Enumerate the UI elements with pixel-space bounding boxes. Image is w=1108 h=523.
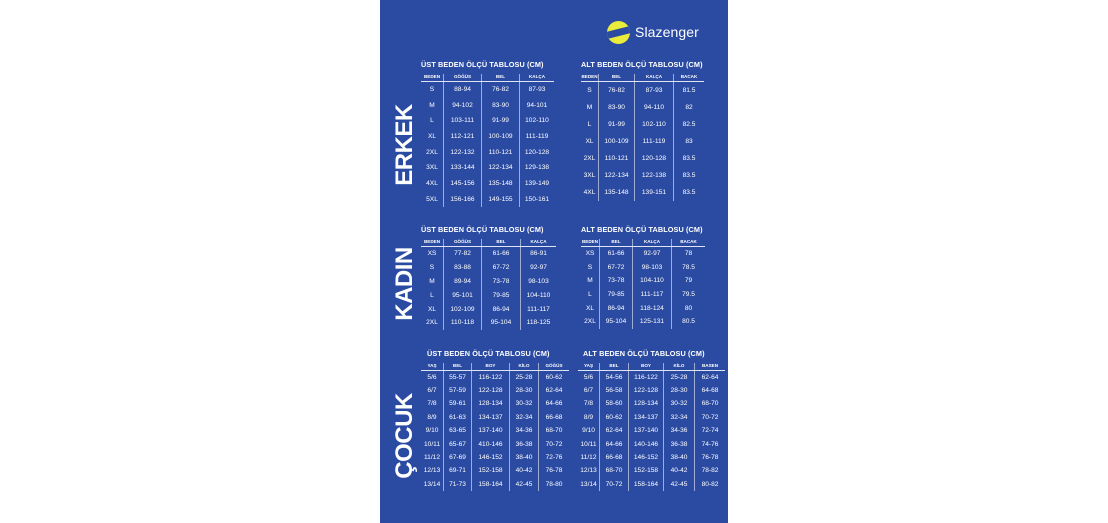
measurement-cell: 86-94 bbox=[600, 301, 633, 315]
measurement-cell: 40-42 bbox=[664, 464, 695, 477]
measurement-cell: 111-119 bbox=[635, 133, 674, 150]
table-row bbox=[581, 260, 705, 274]
measurement-cell: 66-68 bbox=[600, 451, 629, 464]
size-label-cell: 3XL bbox=[426, 164, 438, 172]
column-header: KİLO bbox=[664, 363, 695, 371]
measurement-cell: 88-94 bbox=[444, 82, 482, 98]
cocuk-upper-table-block bbox=[421, 349, 569, 491]
column-header: BEL bbox=[600, 363, 629, 371]
size-label-cell: 8/9 bbox=[427, 413, 437, 421]
measurement-cell: 83.5 bbox=[674, 184, 705, 201]
table-row bbox=[578, 424, 725, 437]
measurement-cell: 152-158 bbox=[472, 464, 510, 477]
table-title: ÜST BEDEN ÖLÇÜ TABLOSU (CM) bbox=[421, 225, 544, 234]
table-row bbox=[421, 82, 554, 98]
measurement-cell: 102-110 bbox=[635, 116, 674, 133]
table-row bbox=[581, 274, 705, 288]
measurement-cell: 70-72 bbox=[695, 411, 726, 424]
measurement-cell: 72-74 bbox=[695, 424, 726, 437]
measurement-cell: 68-70 bbox=[539, 424, 570, 437]
table-row bbox=[421, 411, 569, 424]
column-header: YAŞ bbox=[578, 363, 600, 371]
size-label-cell: 11/12 bbox=[580, 454, 597, 462]
measurement-cell: 68-70 bbox=[600, 464, 629, 477]
size-label-cell: 5XL bbox=[426, 195, 438, 203]
measurement-cell: 81.5 bbox=[674, 82, 705, 99]
table-row bbox=[421, 97, 554, 113]
table-title: ALT BEDEN ÖLÇÜ TABLOSU (CM) bbox=[583, 349, 705, 358]
size-label-cell: 5/6 bbox=[427, 373, 437, 381]
measurement-cell: 134-137 bbox=[629, 411, 664, 424]
measurement-cell: 111-117 bbox=[633, 288, 672, 302]
section-label-kadin: KADIN bbox=[391, 247, 418, 321]
measurement-cell: 122-128 bbox=[629, 384, 664, 397]
table-row bbox=[421, 437, 569, 450]
table-row bbox=[421, 464, 569, 477]
size-label-cell: XL bbox=[427, 305, 437, 313]
measurement-cell: 94-102 bbox=[444, 97, 482, 113]
size-label-cell: XL bbox=[585, 304, 595, 312]
measurement-cell: 104-110 bbox=[521, 288, 557, 302]
measurement-cell: 83.5 bbox=[674, 167, 705, 184]
table-row bbox=[581, 150, 704, 167]
measurement-cell: 38-40 bbox=[664, 451, 695, 464]
measurement-cell: 137-140 bbox=[472, 424, 510, 437]
measurement-cell: 42-45 bbox=[664, 478, 695, 491]
size-label-cell: S bbox=[429, 263, 435, 271]
measurement-cell: 73-78 bbox=[482, 274, 521, 288]
column-header: BEDEN bbox=[581, 239, 600, 247]
table-row bbox=[421, 451, 569, 464]
measurement-cell: 122-128 bbox=[472, 384, 510, 397]
measurement-cell: 30-32 bbox=[510, 397, 539, 410]
table-row bbox=[578, 451, 725, 464]
measurement-cell: 111-119 bbox=[520, 129, 555, 145]
measurement-cell: 95-101 bbox=[444, 288, 482, 302]
size-label-cell: L bbox=[588, 290, 592, 298]
table-row bbox=[578, 478, 725, 491]
measurement-cell: 116-122 bbox=[472, 371, 510, 384]
column-header: BASEN bbox=[695, 363, 726, 371]
measurement-cell: 120-128 bbox=[635, 150, 674, 167]
table-row bbox=[421, 316, 556, 330]
column-header: BEL bbox=[482, 74, 520, 82]
table-row bbox=[421, 247, 556, 261]
measurement-cell: 72-76 bbox=[539, 451, 570, 464]
measurement-cell: 139-151 bbox=[635, 184, 674, 201]
size-label-cell: 2XL bbox=[426, 319, 438, 327]
measurement-cell: 42-45 bbox=[510, 478, 539, 491]
size-table bbox=[578, 363, 725, 491]
measurement-cell: 110-118 bbox=[444, 316, 482, 330]
measurement-cell: 40-42 bbox=[510, 464, 539, 477]
measurement-cell: 149-155 bbox=[482, 191, 520, 207]
measurement-cell: 146-152 bbox=[472, 451, 510, 464]
measurement-cell: 77-82 bbox=[444, 247, 482, 261]
measurement-cell: 79-85 bbox=[482, 288, 521, 302]
size-label-cell: M bbox=[429, 277, 435, 285]
measurement-cell: 67-72 bbox=[482, 260, 521, 274]
measurement-cell: 112-121 bbox=[444, 129, 482, 145]
column-header: KALÇA bbox=[521, 239, 557, 247]
size-label-cell: 8/9 bbox=[583, 413, 594, 421]
measurement-cell: 79-85 bbox=[600, 288, 633, 302]
measurement-cell: 92-97 bbox=[521, 260, 557, 274]
measurement-cell: 63-65 bbox=[444, 424, 472, 437]
size-label-cell: L bbox=[430, 117, 434, 125]
size-label-cell: 6/7 bbox=[427, 387, 437, 395]
measurement-cell: 28-30 bbox=[664, 384, 695, 397]
column-header: BEDEN bbox=[421, 239, 444, 247]
measurement-cell: 133-144 bbox=[444, 160, 482, 176]
table-row bbox=[421, 129, 554, 145]
measurement-cell: 86-91 bbox=[521, 247, 557, 261]
measurement-cell: 76-82 bbox=[599, 82, 635, 99]
measurement-cell: 25-28 bbox=[664, 371, 695, 384]
brand-logo-icon bbox=[607, 21, 630, 44]
brand-name: Slazenger bbox=[635, 24, 699, 40]
measurement-cell: 34-36 bbox=[510, 424, 539, 437]
column-header: KALÇA bbox=[633, 239, 672, 247]
measurement-cell: 102-109 bbox=[444, 302, 482, 316]
measurement-cell: 74-76 bbox=[695, 437, 726, 450]
size-label-cell: L bbox=[587, 120, 592, 128]
measurement-cell: 129-138 bbox=[520, 160, 555, 176]
column-header: BEDEN bbox=[421, 74, 444, 82]
measurement-cell: 103-111 bbox=[444, 113, 482, 129]
size-label-cell: XL bbox=[427, 132, 437, 140]
measurement-cell: 122-138 bbox=[635, 167, 674, 184]
measurement-cell: 410-146 bbox=[472, 437, 510, 450]
measurement-cell: 54-56 bbox=[600, 371, 629, 384]
size-label-cell: 5/6 bbox=[583, 373, 594, 381]
table-row bbox=[421, 371, 569, 384]
measurement-cell: 128-134 bbox=[472, 397, 510, 410]
measurement-cell: 83.5 bbox=[674, 150, 705, 167]
measurement-cell: 25-28 bbox=[510, 371, 539, 384]
measurement-cell: 128-134 bbox=[629, 397, 664, 410]
table-row bbox=[578, 411, 725, 424]
column-header: YAŞ bbox=[421, 363, 444, 371]
table-title: ÜST BEDEN ÖLÇÜ TABLOSU (CM) bbox=[421, 60, 544, 69]
measurement-cell: 145-156 bbox=[444, 176, 482, 192]
table-row bbox=[581, 184, 704, 201]
measurement-cell: 83-90 bbox=[599, 99, 635, 116]
table-row bbox=[581, 133, 704, 150]
measurement-cell: 98-103 bbox=[633, 260, 672, 274]
table-row bbox=[421, 260, 556, 274]
measurement-cell: 137-140 bbox=[629, 424, 664, 437]
measurement-cell: 76-78 bbox=[695, 451, 726, 464]
measurement-cell: 146-152 bbox=[629, 451, 664, 464]
table-row bbox=[421, 144, 554, 160]
table-row bbox=[421, 302, 556, 316]
measurement-cell: 94-110 bbox=[635, 99, 674, 116]
size-table bbox=[421, 74, 554, 207]
measurement-cell: 76-78 bbox=[539, 464, 570, 477]
measurement-cell: 70-72 bbox=[539, 437, 570, 450]
size-label-cell: 2XL bbox=[426, 148, 438, 156]
measurement-cell: 60-62 bbox=[539, 371, 570, 384]
measurement-cell: 32-34 bbox=[510, 411, 539, 424]
measurement-cell: 68-70 bbox=[695, 397, 726, 410]
measurement-cell: 78 bbox=[672, 247, 706, 261]
measurement-cell: 95-104 bbox=[482, 316, 521, 330]
size-label-cell: 13/14 bbox=[580, 480, 597, 488]
table-row bbox=[578, 464, 725, 477]
size-label-cell: 12/13 bbox=[580, 467, 597, 475]
column-header: BEDEN bbox=[581, 74, 599, 82]
section-label-erkek: ERKEK bbox=[391, 104, 419, 186]
measurement-cell: 87-93 bbox=[520, 82, 555, 98]
size-label-cell: 11/12 bbox=[423, 454, 440, 462]
size-label-cell: L bbox=[430, 291, 434, 299]
size-label-cell: 9/10 bbox=[582, 427, 595, 435]
size-label-cell: XS bbox=[585, 250, 595, 258]
table-row bbox=[421, 397, 569, 410]
table-row bbox=[421, 191, 554, 207]
measurement-cell: 79 bbox=[672, 274, 706, 288]
measurement-cell: 158-164 bbox=[629, 478, 664, 491]
measurement-cell: 59-61 bbox=[444, 397, 472, 410]
measurement-cell: 64-66 bbox=[600, 437, 629, 450]
measurement-cell: 122-134 bbox=[599, 167, 635, 184]
measurement-cell: 152-158 bbox=[629, 464, 664, 477]
measurement-cell: 122-132 bbox=[444, 144, 482, 160]
measurement-cell: 83-90 bbox=[482, 97, 520, 113]
size-label-cell: 10/11 bbox=[423, 440, 440, 448]
size-label-cell: 9/10 bbox=[425, 427, 439, 435]
size-table bbox=[421, 363, 569, 491]
measurement-cell: 111-117 bbox=[521, 302, 557, 316]
measurement-cell: 65-67 bbox=[444, 437, 472, 450]
size-label-cell: S bbox=[587, 263, 593, 271]
measurement-cell: 94-101 bbox=[520, 97, 555, 113]
measurement-cell: 89-94 bbox=[444, 274, 482, 288]
size-label-cell: 10/11 bbox=[580, 440, 597, 448]
size-label-cell: S bbox=[587, 86, 592, 94]
table-title: ALT BEDEN ÖLÇÜ TABLOSU (CM) bbox=[581, 225, 703, 234]
measurement-cell: 62-64 bbox=[600, 424, 629, 437]
column-header: GÖĞÜS bbox=[444, 239, 482, 247]
table-row bbox=[578, 384, 725, 397]
section-label-cocuk: ÇOCUK bbox=[391, 392, 418, 479]
size-label-cell: 7/8 bbox=[427, 400, 437, 408]
table-row bbox=[421, 424, 569, 437]
size-label-cell: 2XL bbox=[583, 154, 596, 162]
measurement-cell: 57-59 bbox=[444, 384, 472, 397]
column-header: KİLO bbox=[510, 363, 539, 371]
measurement-cell: 58-60 bbox=[600, 397, 629, 410]
measurement-cell: 135-148 bbox=[599, 184, 635, 201]
size-label-cell: 13/14 bbox=[423, 480, 441, 488]
measurement-cell: 62-64 bbox=[539, 384, 570, 397]
measurement-cell: 64-66 bbox=[539, 397, 570, 410]
measurement-cell: 150-161 bbox=[520, 191, 555, 207]
measurement-cell: 73-78 bbox=[600, 274, 633, 288]
column-header: GÖĞÜS bbox=[444, 74, 482, 82]
measurement-cell: 28-30 bbox=[510, 384, 539, 397]
table-row bbox=[421, 113, 554, 129]
measurement-cell: 76-82 bbox=[482, 82, 520, 98]
size-table bbox=[581, 239, 705, 329]
measurement-cell: 38-40 bbox=[510, 451, 539, 464]
column-header: BEL bbox=[600, 239, 633, 247]
size-label-cell: S bbox=[429, 86, 435, 94]
measurement-cell: 92-97 bbox=[633, 247, 672, 261]
size-label-cell: 4XL bbox=[583, 188, 596, 196]
column-header: BACAK bbox=[672, 239, 706, 247]
measurement-cell: 66-68 bbox=[539, 411, 570, 424]
measurement-cell: 55-57 bbox=[444, 371, 472, 384]
measurement-cell: 139-149 bbox=[520, 176, 555, 192]
table-row bbox=[421, 176, 554, 192]
size-table bbox=[581, 74, 704, 201]
column-header: BACAK bbox=[674, 74, 705, 82]
measurement-cell: 156-166 bbox=[444, 191, 482, 207]
size-label-cell: M bbox=[586, 103, 593, 111]
measurement-cell: 91-99 bbox=[482, 113, 520, 129]
column-header: BEL bbox=[482, 239, 521, 247]
measurement-cell: 60-62 bbox=[600, 411, 629, 424]
table-row bbox=[421, 384, 569, 397]
measurement-cell: 82 bbox=[674, 99, 705, 116]
table-row bbox=[421, 478, 569, 491]
measurement-cell: 158-164 bbox=[472, 478, 510, 491]
measurement-cell: 61-63 bbox=[444, 411, 472, 424]
table-row bbox=[578, 371, 725, 384]
measurement-cell: 140-146 bbox=[629, 437, 664, 450]
measurement-cell: 61-66 bbox=[600, 247, 633, 261]
table-row bbox=[581, 288, 705, 302]
table-row bbox=[421, 160, 554, 176]
measurement-cell: 134-137 bbox=[472, 411, 510, 424]
measurement-cell: 100-109 bbox=[599, 133, 635, 150]
size-label-cell: 2XL bbox=[584, 318, 596, 326]
measurement-cell: 36-38 bbox=[664, 437, 695, 450]
measurement-cell: 67-72 bbox=[600, 260, 633, 274]
column-header: BEL bbox=[444, 363, 472, 371]
column-header: GÖĞÜS bbox=[539, 363, 570, 371]
measurement-cell: 110-121 bbox=[599, 150, 635, 167]
table-row bbox=[421, 274, 556, 288]
table-row bbox=[581, 82, 704, 99]
measurement-cell: 104-110 bbox=[633, 274, 672, 288]
table-row bbox=[581, 167, 704, 184]
measurement-cell: 64-68 bbox=[695, 384, 726, 397]
size-table bbox=[421, 239, 556, 330]
measurement-cell: 80 bbox=[672, 301, 706, 315]
measurement-cell: 67-69 bbox=[444, 451, 472, 464]
measurement-cell: 102-110 bbox=[520, 113, 555, 129]
cocuk-lower-table-block bbox=[578, 349, 725, 491]
measurement-cell: 61-66 bbox=[482, 247, 521, 261]
size-chart-poster bbox=[380, 0, 728, 523]
table-row bbox=[581, 301, 705, 315]
measurement-cell: 78-80 bbox=[539, 478, 570, 491]
table-title: ALT BEDEN ÖLÇÜ TABLOSU (CM) bbox=[581, 60, 703, 69]
measurement-cell: 122-134 bbox=[482, 160, 520, 176]
measurement-cell: 98-103 bbox=[521, 274, 557, 288]
size-label-cell: M bbox=[429, 101, 435, 109]
column-header: BEL bbox=[599, 74, 635, 82]
size-label-cell: XS bbox=[427, 250, 437, 258]
size-label-cell: XL bbox=[585, 137, 594, 145]
measurement-cell: 36-38 bbox=[510, 437, 539, 450]
table-row bbox=[578, 397, 725, 410]
table-row bbox=[581, 247, 705, 261]
measurement-cell: 69-71 bbox=[444, 464, 472, 477]
measurement-cell: 30-32 bbox=[664, 397, 695, 410]
measurement-cell: 70-72 bbox=[600, 478, 629, 491]
size-label-cell: 3XL bbox=[583, 171, 596, 179]
measurement-cell: 118-124 bbox=[633, 301, 672, 315]
measurement-cell: 100-109 bbox=[482, 129, 520, 145]
size-label-cell: 6/7 bbox=[583, 387, 594, 395]
measurement-cell: 79.5 bbox=[672, 288, 706, 302]
erkek-lower-table-block bbox=[581, 60, 704, 201]
measurement-cell: 78.5 bbox=[672, 260, 706, 274]
measurement-cell: 95-104 bbox=[600, 315, 633, 329]
measurement-cell: 83 bbox=[674, 133, 705, 150]
erkek-upper-table-block bbox=[421, 60, 554, 207]
table-title: ÜST BEDEN ÖLÇÜ TABLOSU (CM) bbox=[427, 349, 550, 358]
size-label-cell: M bbox=[587, 277, 593, 285]
column-header: BOY bbox=[472, 363, 510, 371]
table-row bbox=[578, 437, 725, 450]
kadin-lower-table-block bbox=[581, 225, 705, 329]
measurement-cell: 34-36 bbox=[664, 424, 695, 437]
measurement-cell: 80.5 bbox=[672, 315, 706, 329]
measurement-cell: 91-99 bbox=[599, 116, 635, 133]
table-row bbox=[421, 288, 556, 302]
measurement-cell: 83-88 bbox=[444, 260, 482, 274]
column-header: KALÇA bbox=[635, 74, 674, 82]
measurement-cell: 118-125 bbox=[521, 316, 557, 330]
measurement-cell: 125-131 bbox=[633, 315, 672, 329]
measurement-cell: 135-148 bbox=[482, 176, 520, 192]
size-label-cell: 12/13 bbox=[423, 467, 441, 475]
kadin-upper-table-block bbox=[421, 225, 556, 330]
measurement-cell: 86-94 bbox=[482, 302, 521, 316]
measurement-cell: 71-73 bbox=[444, 478, 472, 491]
table-row bbox=[581, 116, 704, 133]
size-label-cell: 7/8 bbox=[583, 400, 594, 408]
brand-logo bbox=[607, 20, 699, 44]
size-label-cell: 4XL bbox=[426, 179, 438, 187]
measurement-cell: 116-122 bbox=[629, 371, 664, 384]
table-row bbox=[581, 99, 704, 116]
measurement-cell: 56-58 bbox=[600, 384, 629, 397]
measurement-cell: 32-34 bbox=[664, 411, 695, 424]
measurement-cell: 80-82 bbox=[695, 478, 726, 491]
measurement-cell: 120-128 bbox=[520, 144, 555, 160]
table-row bbox=[581, 315, 705, 329]
measurement-cell: 87-93 bbox=[635, 82, 674, 99]
measurement-cell: 78-82 bbox=[695, 464, 726, 477]
measurement-cell: 82.5 bbox=[674, 116, 705, 133]
measurement-cell: 110-121 bbox=[482, 144, 520, 160]
measurement-cell: 62-64 bbox=[695, 371, 726, 384]
column-header: KALÇA bbox=[520, 74, 555, 82]
column-header: BOY bbox=[629, 363, 664, 371]
